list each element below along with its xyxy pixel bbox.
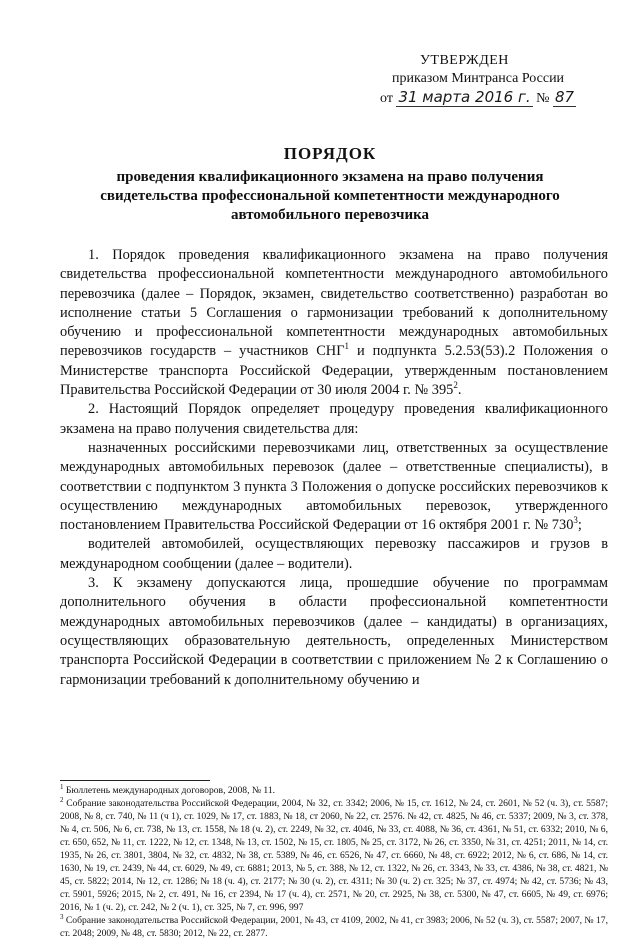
handwritten-number: 87 xyxy=(554,88,575,106)
paragraph-3-text-b: ; xyxy=(577,517,582,534)
footnote-ref-2: 2 xyxy=(453,380,458,391)
footnote-2 xyxy=(60,797,608,914)
footnote-1 xyxy=(60,784,608,797)
footnote-ref-3: 3 xyxy=(573,515,578,526)
footnote-2-mark: 2 xyxy=(60,795,64,804)
paragraph-1-text-a: 1. Порядок проведения квалификационного экзамена на право получения свидетельства профессиональной компетентности международного автомобильного перевозчика (далее – Порядок, экзамен, свидетельство соответственно) разработан во исполнение статьи 5 Соглашения о гармонизации требований к дополнительному обучению и профессиональной компетентности международных автомобильных перевозчиков государств – участников СНГ xyxy=(60,247,608,360)
title-main: ПОРЯДОК xyxy=(283,144,377,163)
handwritten-date: 31 марта 2016 г. xyxy=(398,88,531,106)
paragraph-1-text-b: и подпункта 5.2.53(53).2 Положения о Министерстве транспорта Российской Федерации, утвержденным постановлением Правительства Российской Федерации от 30 июля 2004 г. № 395 xyxy=(60,343,609,399)
paragraph-5: 3. К экзамену допускаются лица, прошедшие обучение по программам дополнительного обучения в области профессиональной компетентности международных автомобильных перевозчиков (далее – кандидаты) в организациях, осуществляющих образовательную деятельность, определенных Министерством транспорта Российской Федерации в соответствии с приложением № 2 к Соглашению о гармонизации требований к дополнительному обучению и xyxy=(60,575,608,688)
approval-stamp-block xyxy=(380,52,610,108)
number-prefix: № xyxy=(536,91,550,106)
footnote-2-text: Собрание законодательства Российской Федерации, 2004, № 32, ст. 3342; 2006, № 15, ст. 1612, № 24, ст. 2601, № 52 (ч. 3), ст. 5587; 2008, № 8, ст. 740, № 11 (ч 1), ст. 1029, № 17, ст. 1883, № 18, ст 2060, № 22, ст. 2576. № 42, ст. 4825, № 46, ст. 5337; 2009, № 3, ст. 378, № 4, ст. 506, № 6, ст. 738, № 13, ст. 1558, № 18 (ч. 2), ст. 2249, № 32, ст. 4046, № 33, ст. 4088, № 36, ст. 4361, № 51, ст. 6332; 2010, № 6, ст. 650, 652, № 11, ст. 1222, № 12, ст. 1348, № 13, ст. 1502, № 15, ст. 1805, № 25, ст. 3172, № 26, ст. 3350, № 31, ст. 4251; 2011, № 14, ст. 1935, № 26, ст. 3801, 3804, № 32, ст. 4832, № 38, ст. 5389, № 46, ст. 6526, № 47, ст. 6660, № 48, ст. 6922; 2012, № 6, ст. 686, № 14, ст. 1630, № 19, ст. 2439, № 44, ст. 6029, № 49, ст. 6881; 2013, № 5, ст. 388, № 12, ст. 1322, № 26, ст. 3343, № 33, ст. 4386, № 38, ст. 4821, № 45, ст. 5822; 2014, № 12, ст. 1286; № 18 (ч. 4), ст. 2177; № 30 (ч. 2), ст. 4311; № 30 (ч. 2) ст. 325; № 37, ст. 4974; № 42, ст. 5736; № 43, ст. 5901, 5926; 2015, № 2, ст. 491, № 16, ст 2394, № 17 (ч. 4), ст. 2571, № 20, ст. 2925, № 38, ст. 5300, № 47, ст. 6605, № 49, ст. 6976; 2016, № 1 (ч. 2), ст. 242, № 2 (ч. 1), ст. 325, № 7, ст. 996, 997 xyxy=(60,798,608,913)
title-line-3: автомобильного перевозчика xyxy=(231,207,429,223)
footnote-1-mark: 1 xyxy=(60,782,64,791)
paragraph-2: 2. Настоящий Порядок определяет процедуру проведения квалификационного экзамена на право получения свидетельства для: xyxy=(60,401,608,437)
title-line-1: проведения квалификационного экзамена на право получения xyxy=(116,169,544,185)
title-line-2: свидетельства профессиональной компетентности международного xyxy=(100,188,560,204)
footnote-3-text: Собрание законодательства Российской Федерации, 2001, № 43, ст 4109, 2002, № 41, ст 3983; 2006, № 52 (ч. 3), ст. 5587; 2007, № 17, ст. 2048; 2009, № 48, ст. 5830; 2012, № 22, ст. 2877. xyxy=(60,915,608,939)
date-prefix: от xyxy=(380,91,393,106)
paragraph-4: водителей автомобилей, осуществляющих перевозку пассажиров и грузов в международном сообщении (далее – водители). xyxy=(60,536,608,572)
footnote-1-text: Бюллетень международных договоров, 2008, № 11. xyxy=(63,785,276,796)
paragraph-3 xyxy=(60,439,608,535)
paragraph-1 xyxy=(60,246,608,400)
footnote-3-mark: 3 xyxy=(60,912,64,921)
footnote-ref-1: 1 xyxy=(344,341,350,352)
footnote-3 xyxy=(60,914,608,940)
approval-date-line xyxy=(380,88,610,108)
footnote-separator xyxy=(60,780,210,781)
approval-order-line: приказом Минтранса России xyxy=(392,71,565,86)
paragraph-3-text-a: назначенных российскими перевозчиками лиц, ответственных за осуществление международных автомобильных перевозок (далее – ответственные специалисты), в соответствии с подпунктом 3 пункта 3 Положения о допуске российских перевозчиков к осуществлению международных автомобильных перевозок, утвержденного постановлением Правительства Российской Федерации от 16 октября 2001 г. № 730 xyxy=(60,439,608,534)
document-body xyxy=(60,246,608,690)
footnotes xyxy=(60,784,608,940)
paragraph-1-text-c: . xyxy=(457,382,462,399)
document-title xyxy=(60,144,600,225)
approval-heading: УТВЕРЖДЕН xyxy=(420,53,509,68)
